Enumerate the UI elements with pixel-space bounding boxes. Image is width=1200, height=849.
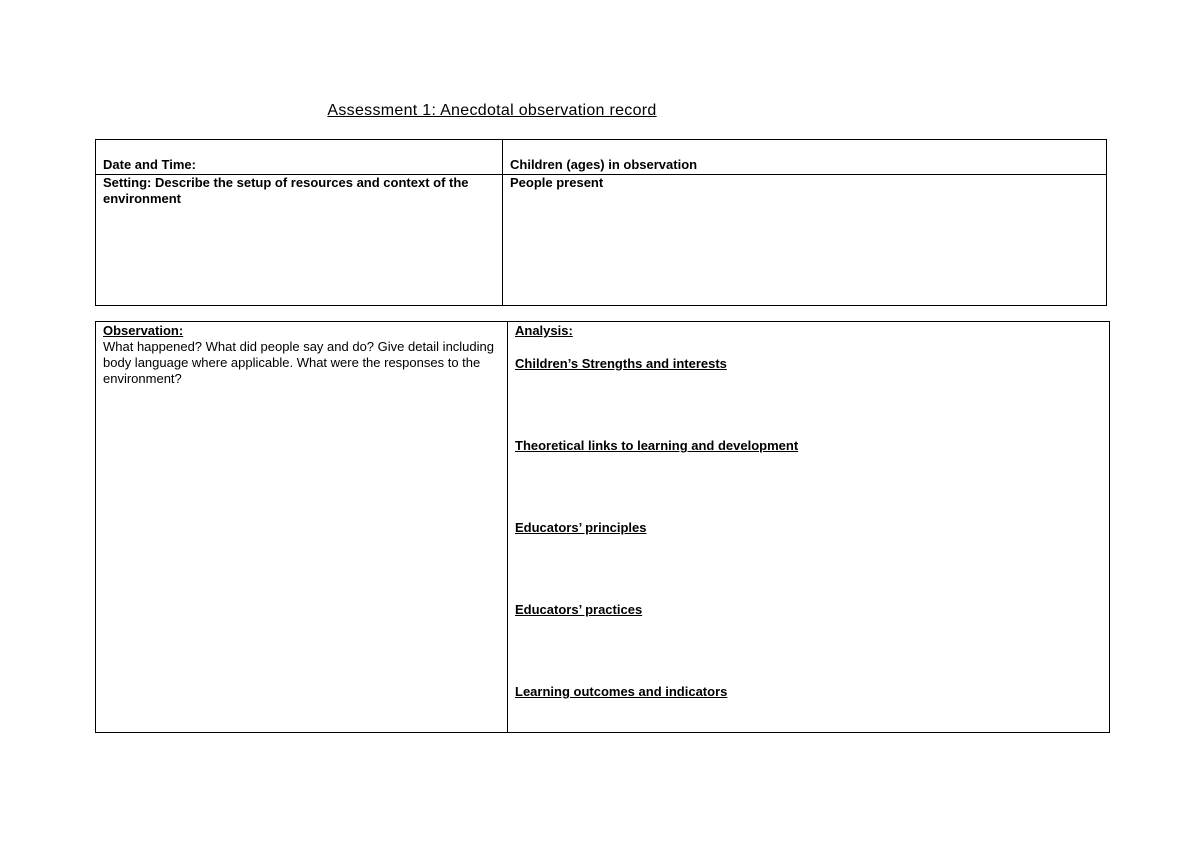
date-time-label: Date and Time: bbox=[103, 157, 196, 172]
observation-heading: Observation: bbox=[103, 323, 184, 338]
analysis-item-strengths: Children’s Strengths and interests bbox=[515, 356, 727, 371]
analysis-heading: Analysis: bbox=[515, 323, 573, 338]
setting-cell[interactable] bbox=[96, 175, 503, 306]
children-ages-cell[interactable] bbox=[503, 140, 1107, 175]
observation-prompt: What happened? What did people say and do? Give detail including body language where applicable. What were the responses to the environment? bbox=[103, 339, 494, 386]
people-present-cell[interactable] bbox=[503, 175, 1107, 306]
context-table-row-1 bbox=[96, 140, 1107, 175]
children-ages-label: Children (ages) in observation bbox=[510, 157, 698, 172]
analysis-item-educators-practices: Educators’ practices bbox=[515, 602, 643, 617]
people-present-label: People present bbox=[510, 175, 604, 190]
observation-analysis-table bbox=[95, 321, 1110, 733]
context-table bbox=[95, 139, 1107, 306]
analysis-cell[interactable] bbox=[508, 322, 1110, 733]
document-title: Assessment 1: Anecdotal observation record bbox=[327, 102, 657, 119]
context-table-row-2 bbox=[96, 175, 1107, 306]
observation-analysis-row bbox=[96, 322, 1110, 733]
analysis-item-educators-principles: Educators’ principles bbox=[515, 520, 647, 535]
analysis-item-learning-outcomes: Learning outcomes and indicators bbox=[515, 684, 728, 699]
date-time-cell[interactable] bbox=[96, 140, 503, 175]
observation-cell[interactable] bbox=[96, 322, 508, 733]
analysis-item-theoretical-links: Theoretical links to learning and development bbox=[515, 438, 799, 453]
setting-label: Setting: Describe the setup of resources and context of the environment bbox=[103, 175, 469, 206]
